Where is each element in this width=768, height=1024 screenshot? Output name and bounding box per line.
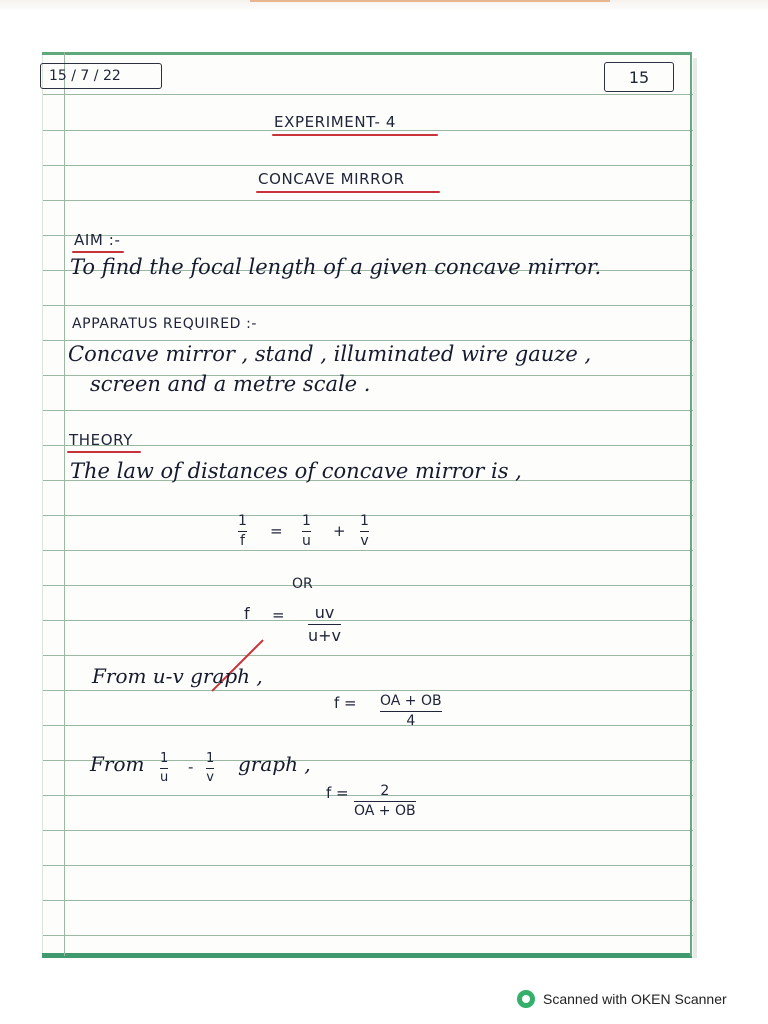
- ruled-line: [43, 200, 693, 201]
- page-right-edge: [690, 52, 692, 956]
- formula1-term1: [302, 514, 311, 550]
- graph1-lhs: f =: [334, 694, 357, 712]
- ruled-line: [43, 865, 693, 866]
- scanner-watermark: [517, 990, 727, 1008]
- title-underline: [272, 134, 438, 136]
- ruled-line: [43, 305, 693, 306]
- formula2-num: uv: [314, 603, 335, 622]
- ruled-line: [43, 550, 693, 551]
- page-number-box: 15: [604, 62, 674, 92]
- oken-scanner-logo-icon: [517, 990, 535, 1008]
- graph2-frac-b: [206, 752, 214, 786]
- graph2-lhs: f =: [326, 784, 349, 802]
- or-label: OR: [292, 576, 313, 592]
- graph2-prefix: From: [90, 752, 145, 776]
- graph2-fraction: [354, 784, 416, 820]
- formula1-lhs: [238, 514, 247, 550]
- formula2-equals: =: [272, 606, 285, 624]
- graph2-b-num: 1: [206, 751, 215, 766]
- formula1-plus: +: [333, 522, 346, 540]
- date-box: 15 / 7 / 22: [40, 63, 162, 89]
- scan-top-strip: [0, 0, 768, 12]
- ruled-line: [43, 620, 693, 621]
- aim-heading: AIM :-: [74, 231, 121, 249]
- margin-line: [64, 52, 65, 956]
- formula1-term2-den: v: [360, 533, 369, 550]
- fraction-bar: [360, 531, 369, 532]
- ruled-line: [43, 935, 693, 936]
- ruled-line: [43, 725, 693, 726]
- graph2-b-den: v: [206, 770, 214, 786]
- ruled-line: [43, 340, 693, 341]
- subtitle-underline: [256, 191, 440, 193]
- formula1-lhs-num: 1: [238, 513, 247, 529]
- formula1-equals: =: [270, 522, 283, 540]
- formula1-lhs-den: f: [239, 533, 245, 550]
- theory-heading: THEORY: [69, 431, 133, 449]
- formula2-fraction: [308, 604, 341, 644]
- formula2-den: u+v: [308, 625, 342, 645]
- aim-underline: [72, 251, 124, 253]
- graph1-fraction: [380, 694, 442, 730]
- fraction-bar: [302, 531, 311, 532]
- graph2-frac-a: [160, 752, 168, 786]
- graph2-a-den: u: [160, 770, 169, 786]
- formula1-term1-num: 1: [302, 513, 311, 529]
- scanner-watermark-text: Scanned with OKEN Scanner: [543, 991, 727, 1007]
- apparatus-line-1: Concave mirror , stand , illuminated wire gauze ,: [68, 342, 592, 366]
- ruled-line: [43, 235, 693, 236]
- graph2-minus: -: [188, 758, 194, 776]
- graph2-a-num: 1: [160, 751, 169, 766]
- formula1-term2: [360, 514, 369, 550]
- graph1-text: From u-v graph ,: [92, 664, 263, 688]
- ruled-line: [43, 165, 693, 166]
- experiment-subtitle: CONCAVE MIRROR: [258, 170, 405, 188]
- ruled-line: [43, 900, 693, 901]
- fraction-bar: [380, 711, 442, 712]
- graph2-num: 2: [380, 783, 390, 799]
- apparatus-heading: APPARATUS REQUIRED :-: [72, 316, 258, 332]
- graph1-den: 4: [406, 713, 416, 730]
- fraction-bar: [160, 768, 168, 769]
- graph1-num: OA + OB: [380, 693, 442, 709]
- fraction-bar: [238, 531, 247, 532]
- graph2-den: OA + OB: [354, 803, 416, 820]
- ruled-line: [43, 445, 693, 446]
- page-bottom-edge: [42, 953, 692, 958]
- theory-text: The law of distances of concave mirror is ,: [70, 459, 522, 483]
- ruled-line: [43, 410, 693, 411]
- ruled-line: [43, 585, 693, 586]
- graph2-suffix: graph ,: [238, 752, 311, 776]
- experiment-title: EXPERIMENT- 4: [274, 113, 397, 131]
- ruled-line: [43, 830, 693, 831]
- ruled-line: [43, 690, 693, 691]
- ruled-line: [43, 94, 693, 95]
- ruled-line: [43, 655, 693, 656]
- formula2-lhs: f: [244, 604, 250, 623]
- fraction-bar: [354, 801, 416, 802]
- fraction-bar: [206, 768, 214, 769]
- page-top-edge: [42, 52, 692, 55]
- theory-underline: [67, 451, 141, 453]
- formula1-term2-num: 1: [360, 513, 369, 529]
- fraction-bar: [308, 624, 341, 625]
- aim-text: To find the focal length of a given concave mirror.: [70, 255, 602, 279]
- apparatus-line-2: screen and a metre scale .: [90, 372, 371, 396]
- formula1-term1-den: u: [302, 533, 311, 550]
